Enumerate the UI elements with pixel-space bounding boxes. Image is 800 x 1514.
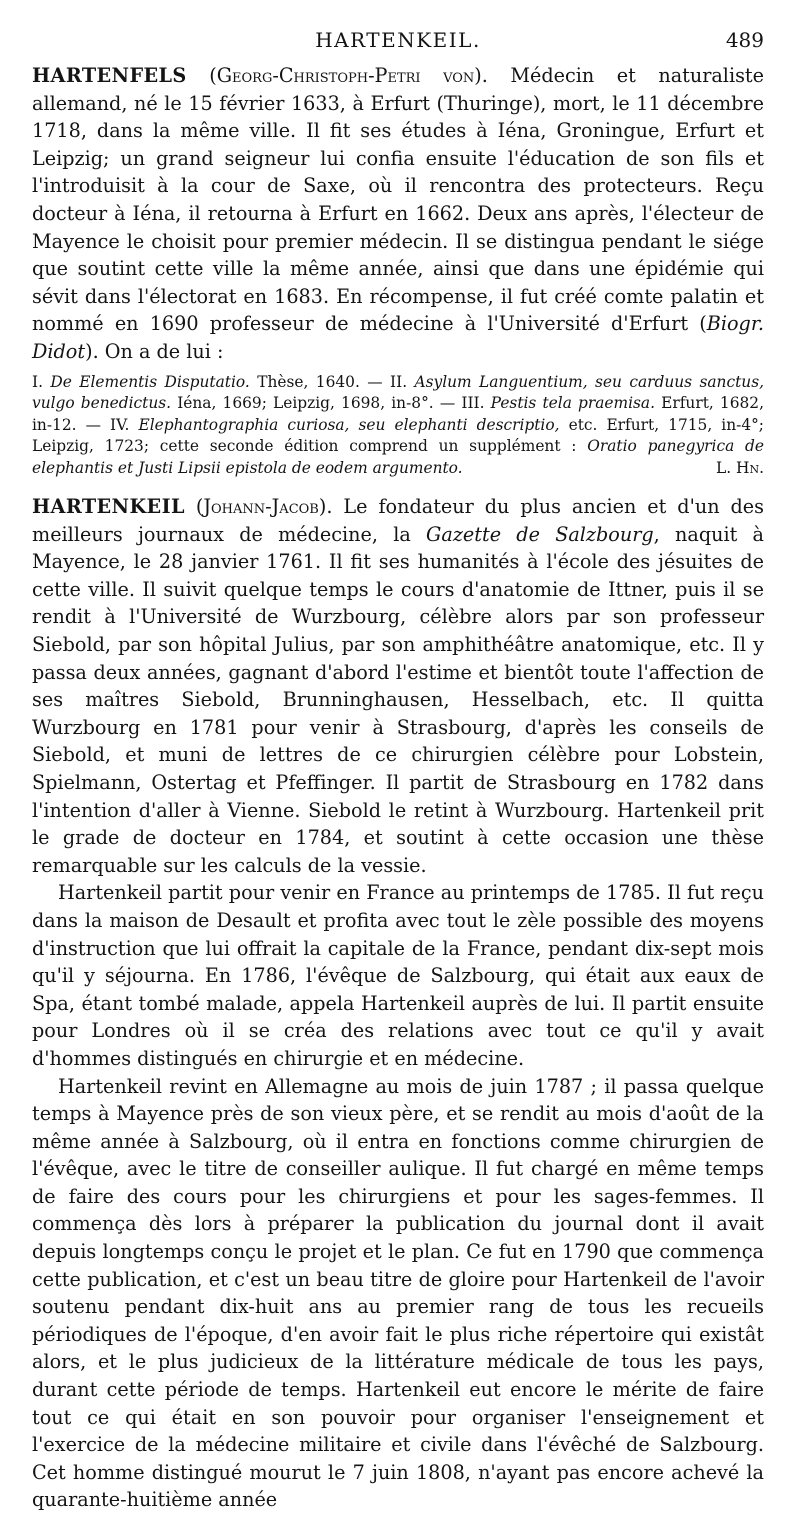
page-number: 489 [726,28,764,52]
bib-title: Oratio panegyrica de elephantis et Justi Lipsii epistola de eodem argumento. [32,437,764,477]
bib-text: Erfurt, 1682, in-12. — IV. [32,394,764,434]
given-names: Johann-Jacob [203,495,319,518]
bib-title: Pestis tela praemisa. [491,394,655,412]
running-head [32,28,764,58]
entry-hartenkeil-paragraph-1 [32,493,764,879]
body-text-end: ). On a de lui : [85,340,223,363]
body-text: , naquit à Mayence, le 28 janvier 1761. Il fit ses humanités à l'école des jésuites de cette ville. Il suivit quelque temps le cours d'anatomie de Ittner, puis il se rendit à l'Université de Wurzbourg, célèbre alors par son professeur Siebold, par son hôpital Julius, par son amphithéâtre anatomique, etc. Il y passa deux années, gagnant d'abord l'estime et bientôt toute l'affection de ses maîtres Siebold, Brunninghausen, Hesselbach, etc. Il quitta Wurzbourg en 1781 pour venir à Strasbourg, d'après les conseils de Siebold, et muni de lettres de ce chirurgien célèbre pour Lobstein, Spielmann, Ostertag et Pfeffinger. Il partit de Strasbourg en 1782 dans l'intention d'aller à Vienne. Siebold le retint à Wurzbourg. Hartenkeil prit le grade de docteur en 1784, et soutint à cette occasion une thèse remarquable sur les calculs de la vessie. [32,523,764,877]
running-title: HARTENKEIL. [32,28,764,52]
body-text: Le fondateur du plus ancien et d'un des meilleurs journaux de médecine, la [32,495,764,546]
bib-text: Iéna, 1669; Leipzig, 1698, in-8°. — III. [171,394,491,412]
headword: HARTENFELS [32,64,187,87]
bib-title: De Elementis Disputatio. [50,373,249,391]
names-open-paren: ( [196,495,204,518]
entry-hartenfels [32,62,764,479]
bib-title: Asylum Languentium, seu carduus sanctus, vulgo benedictus. [32,373,764,413]
bib-numeral: I. [32,373,50,391]
bib-title: Elephantographia curiosa, seu elephanti descriptio, [139,416,560,434]
bib-text: Thèse, 1640. — II. [250,373,415,391]
entry-hartenkeil-paragraph-2: Hartenkeil partit pour venir en France au printemps de 1785. Il fut reçu dans la maison de Desault et profita avec tout le zèle possible des moyens d'instruction que lui offrait la capitale de la France, pendant dix-sept mois qu'il y séjourna. En 1786, l'évêque de Salzbourg, qui était aux eaux de Spa, étant tombé malade, appela Hartenkeil auprès de lui. Il partit ensuite pour Londres où il se créa des relations avec tout ce qu'il y avait d'hommes distingués en chirurgie et en médecine. [32,879,764,1072]
journal-title: Gazette de Salzbourg [426,523,654,546]
names-close-paren: ). [319,495,333,518]
source-citation: Biogr. Didot [32,312,764,363]
bibliography [32,372,764,480]
names-open-paren: ( [209,64,217,87]
body-text: Médecin et naturaliste allemand, né le 15 février 1633, à Erfurt (Thuringe), mort, le 11 décembre 1718, dans la même ville. Il fit ses études à Iéna, Groningue, Erfurt et Leipzig; un grand seigneur lui confia ensuite l'éducation de son fils et l'introduisit à la cour de Saxe, où il rencontra des protecteurs. Reçu docteur à Iéna, il retourna à Erfurt en 1662. Deux ans après, l'électeur de Mayence le choisit pour premier médecin. Il se distingua pendant le siége que soutint cette ville la même année, ainsi que dans une épidémie qui sévit dans l'électorat en 1683. En récompense, il fut créé comte palatin et nommé en 1690 professeur de médecine à l'Université d'Erfurt ( [32,64,764,335]
entry-hartenfels-paragraph [32,62,764,366]
bib-text: etc. Erfurt, 1715, in-4°; Leipzig, 1723; cette seconde édition comprend un supplément : [32,416,764,456]
entry-hartenkeil [32,493,764,1514]
headword: HARTENKEIL [32,495,185,518]
given-names: Georg-Christoph-Petri von [217,64,475,87]
author-signature: L. Hn. [716,458,764,480]
names-close-paren: ). [474,64,488,87]
entry-hartenkeil-paragraph-3: Hartenkeil revint en Allemagne au mois de juin 1787 ; il passa quelque temps à Mayence près de son vieux père, et se rendit au mois d'août de la même année à Salzbourg, où il entra en fonctions comme chirurgien de l'évêque, avec le titre de conseiller aulique. Il fut chargé en même temps de faire des cours pour les chirurgiens et pour les sages-femmes. Il commença dès lors à préparer la publication du journal dont il avait depuis longtemps conçu le projet et le plan. Ce fut en 1790 que commença cette publication, et c'est un beau titre de gloire pour Hartenkeil de l'avoir soutenu pendant dix-huit ans au premier rang de tous les recueils périodiques de l'époque, d'en avoir fait le plus riche répertoire qui existât alors, et le plus judicieux de la littérature médicale de tous les pays, durant cette période de temps. Hartenkeil eut encore le mérite de faire tout ce qui était en son pouvoir pour organiser l'enseignement et l'exercice de la médecine militaire et civile dans l'évêché de Salzbourg. Cet homme distingué mourut le 7 juin 1808, n'ayant pas encore achevé la quarante-huitième année [32,1073,764,1514]
